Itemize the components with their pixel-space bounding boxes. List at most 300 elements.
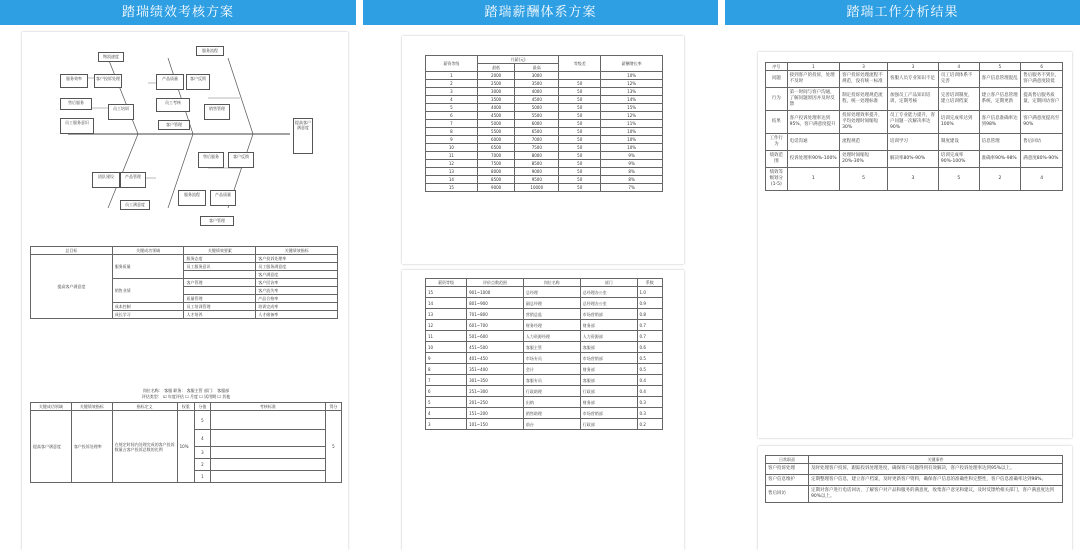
table-header: 关键绩效要素 xyxy=(184,247,256,255)
table-cell: 客户信息管理混乱 xyxy=(979,71,1021,88)
fishbone-box: 客户反馈 xyxy=(228,152,254,168)
table-cell: 客服人员专业知识不足 xyxy=(888,71,939,88)
fishbone-box: 客户管理 xyxy=(200,216,234,226)
score-cell: 4 xyxy=(194,430,210,447)
standard-cell xyxy=(210,430,325,447)
table-cell xyxy=(559,72,601,80)
table-cell: 50 xyxy=(559,88,601,96)
table-cell: 12% xyxy=(601,112,663,120)
factor-cell: 质量管理 xyxy=(184,295,256,303)
table-cell: 5 xyxy=(426,104,478,112)
indicator-cell: 培训完成率 xyxy=(256,303,338,311)
table-cell: 客服部 xyxy=(580,342,637,353)
factor-cell xyxy=(184,271,256,279)
fishbone-box: 产品质量 xyxy=(156,74,184,90)
table-row xyxy=(426,386,663,397)
table-cell: 12 xyxy=(426,160,478,168)
table-cell: 财务部 xyxy=(580,397,637,408)
table-cell: 12% xyxy=(601,80,663,88)
area-cell: 销售业绩 xyxy=(112,279,184,303)
kpi-table xyxy=(30,246,338,319)
table-header-row xyxy=(426,56,663,64)
table-cell: 市场营销部 xyxy=(580,408,637,419)
table-cell: 4000 xyxy=(477,104,515,112)
table-cell: 客户投诉处理 xyxy=(766,464,809,475)
table-row xyxy=(426,88,663,96)
table-cell: 10000 xyxy=(515,184,559,192)
duty-body xyxy=(766,464,1063,503)
fishbone-head: 提高客户满意度 xyxy=(293,118,313,154)
score-cell: 5 xyxy=(194,411,210,430)
table-cell: 50 xyxy=(559,104,601,112)
table-cell: 6500 xyxy=(515,128,559,136)
fishbone-box: 产品质量 xyxy=(210,190,236,206)
table-cell: 3500 xyxy=(515,80,559,88)
score-cell: 3 xyxy=(194,447,210,459)
factor-cell: 人才培养 xyxy=(184,311,256,319)
area-cell: 提高客户满意度 xyxy=(31,411,72,483)
table-cell: 3 xyxy=(426,419,467,430)
table-cell: 9500 xyxy=(515,176,559,184)
table-cell: 4000 xyxy=(515,88,559,96)
table-cell: 15 xyxy=(426,184,478,192)
panel-gap xyxy=(356,0,363,550)
fishbone-box: 服务流程 xyxy=(178,190,206,206)
table-row xyxy=(766,134,1063,151)
table-header: 薪资等级 xyxy=(426,56,478,72)
table-cell: 0.3 xyxy=(637,408,662,419)
table-cell: 行政助理 xyxy=(523,386,580,397)
table-cell: 4 xyxy=(1021,168,1063,191)
table-cell: 12 xyxy=(426,320,467,331)
appraisal-table xyxy=(30,402,342,483)
table-cell: 11 xyxy=(426,331,467,342)
table-cell: 0.8 xyxy=(637,309,662,320)
table-cell: 5 xyxy=(938,168,979,191)
table-row xyxy=(426,375,663,386)
table-header: 系数 xyxy=(637,279,662,287)
table-cell: 8500 xyxy=(515,160,559,168)
weight-cell: 10% xyxy=(177,411,194,483)
table-cell: 9 xyxy=(426,353,467,364)
table-cell: 0.7 xyxy=(637,320,662,331)
appraisal-meta-line: 岗位名称： 客服 职务： 客服主管 部门： 客服部 xyxy=(142,388,230,393)
table-cell: 5000 xyxy=(477,120,515,128)
table-cell: 3 xyxy=(426,88,478,96)
table-cell: 前台 xyxy=(523,419,580,430)
table-cell: 601~700 xyxy=(467,320,524,331)
table-cell: 8500 xyxy=(477,176,515,184)
result-cell: 5 xyxy=(325,411,341,483)
table-header: 评价点数范围 xyxy=(467,279,524,287)
fishbone-box: 客户投诉处理 xyxy=(94,74,122,88)
table-cell: 401~450 xyxy=(467,353,524,364)
table-cell: 50 xyxy=(559,80,601,88)
table-cell: 总经理办公室 xyxy=(580,298,637,309)
table-cell: 801~900 xyxy=(467,298,524,309)
table-header: 总目标 xyxy=(31,247,113,255)
table-cell: 0.9 xyxy=(637,298,662,309)
table-cell: 0.4 xyxy=(637,386,662,397)
table-cell: 0.7 xyxy=(637,331,662,342)
table-cell: 3000 xyxy=(477,88,515,96)
table-row xyxy=(426,96,663,104)
table-cell: 5000 xyxy=(515,104,559,112)
table-header: 权重 xyxy=(177,403,194,411)
table-cell: 9000 xyxy=(515,168,559,176)
table-header-row xyxy=(426,279,663,287)
table-cell: 301~350 xyxy=(467,375,524,386)
table-row xyxy=(766,151,1063,168)
position-table xyxy=(425,278,663,430)
table-cell: 6 xyxy=(426,112,478,120)
table-cell: 2 xyxy=(979,168,1021,191)
table-cell: 13 xyxy=(426,168,478,176)
table-cell: 50 xyxy=(559,184,601,192)
standard-cell xyxy=(210,459,325,471)
standard-cell xyxy=(210,411,325,430)
table-cell: 3000 xyxy=(515,72,559,80)
kpi-cell: 客户投诉处理率 xyxy=(71,411,112,483)
table-row xyxy=(426,309,663,320)
table-cell: 13 xyxy=(426,309,467,320)
table-row xyxy=(766,464,1063,475)
table-cell: 7500 xyxy=(477,160,515,168)
area-cell: 成长学习 xyxy=(112,311,184,319)
table-header-row xyxy=(766,456,1063,464)
indicator-cell: 人才储备率 xyxy=(256,311,338,319)
table-cell: 351~400 xyxy=(467,364,524,375)
fishbone-box: 售后服务 xyxy=(198,152,224,168)
table-header: 关键事件 xyxy=(809,456,1063,464)
table-cell: 准确率90%-98% xyxy=(979,151,1021,168)
table-cell: 901~1000 xyxy=(467,287,524,298)
table-header: 3 xyxy=(888,63,939,71)
fishbone-box: 销售管理 xyxy=(204,104,230,120)
table-cell: 4 xyxy=(426,408,467,419)
table-header-row xyxy=(766,63,1063,71)
table-cell: 9% xyxy=(601,152,663,160)
table-cell: 50 xyxy=(559,112,601,120)
fishbone-box: 员工培训 xyxy=(108,104,134,120)
factor-cell: 员工培训管理 xyxy=(184,303,256,311)
table-cell: 客户投诉处理流程不规范，没有统一标准 xyxy=(840,71,888,88)
table-cell: 9000 xyxy=(477,184,515,192)
salary-table xyxy=(425,55,663,192)
table-cell: 50 xyxy=(559,120,601,128)
table-cell: 提高售后服务质量，定期回访客户 xyxy=(1021,88,1063,111)
table-cell: 建立客户信息管理系统，定期更新 xyxy=(979,88,1021,111)
goal-cell: 提高客户满意度 xyxy=(31,255,113,319)
factor-cell: 客户管理 xyxy=(184,279,256,287)
table-header: 薪酬增长率 xyxy=(601,56,663,72)
panel-title: 踏瑞工作分析结果 xyxy=(725,0,1080,25)
standard-cell xyxy=(210,447,325,459)
table-cell: 251~300 xyxy=(467,386,524,397)
table-cell: 7 xyxy=(426,375,467,386)
table-cell: 2000 xyxy=(477,72,515,80)
table-row xyxy=(426,120,663,128)
table-row xyxy=(766,71,1063,88)
table-cell: 4500 xyxy=(515,96,559,104)
table-cell: 培训完成率达到100% xyxy=(938,111,979,134)
table-cell: 1 xyxy=(426,72,478,80)
table-row xyxy=(426,419,663,430)
table-cell: 总经理办公室 xyxy=(580,287,637,298)
table-row xyxy=(426,104,663,112)
table-row xyxy=(426,144,663,152)
table-cell: 0.6 xyxy=(637,342,662,353)
table-cell: 会计 xyxy=(523,364,580,375)
row-label: 结果 xyxy=(766,111,788,134)
table-row xyxy=(31,255,338,263)
table-cell: 行政部 xyxy=(580,419,637,430)
indicator-cell: 客户流失率 xyxy=(256,287,338,295)
table-cell: 客户信息维护 xyxy=(766,475,809,486)
table-row xyxy=(426,331,663,342)
table-cell: 50 xyxy=(559,96,601,104)
table-cell: 流程规范 xyxy=(840,134,888,151)
table-cell: 市场专员 xyxy=(523,353,580,364)
table-row xyxy=(766,88,1063,111)
table-row xyxy=(426,168,663,176)
table-cell: 电话沟通 xyxy=(787,134,839,151)
table-cell: 50 xyxy=(559,160,601,168)
table-cell: 2 xyxy=(426,80,478,88)
fishbone-box: 售后服务 xyxy=(60,98,92,110)
table-row xyxy=(426,160,663,168)
factor-cell xyxy=(184,287,256,295)
definition-cell: 在规定时间内处理完成的客户投诉数量占客户投诉总数的比例 xyxy=(112,411,177,483)
table-cell: 售后回访 xyxy=(766,486,809,503)
table-cell: 加强员工产品知识培训，定期考核 xyxy=(888,88,939,111)
position-body xyxy=(426,287,663,430)
table-cell: 财务部 xyxy=(580,320,637,331)
table-cell: 客服主管 xyxy=(523,342,580,353)
table-cell: 7 xyxy=(426,120,478,128)
table-cell: 0.2 xyxy=(637,419,662,430)
table-cell: 10% xyxy=(601,136,663,144)
table-cell: 销售助理 xyxy=(523,408,580,419)
table-header: 关键成功领域 xyxy=(112,247,184,255)
table-cell: 10 xyxy=(426,342,467,353)
table-cell: 客户投诉处理率达到95%，客户满意度提升 xyxy=(787,111,839,134)
table-cell: 11% xyxy=(601,120,663,128)
table-header: 6 xyxy=(1021,63,1063,71)
table-header: 考核标准 xyxy=(210,403,325,411)
factor-cell: 员工服务意识 xyxy=(184,263,256,271)
table-cell: 投诉处理效率提升，平均处理时间缩短30% xyxy=(840,111,888,134)
table-row xyxy=(426,364,663,375)
table-row xyxy=(426,298,663,309)
table-cell: 8 xyxy=(426,364,467,375)
table-cell: 员工培训体系不完善 xyxy=(938,71,979,88)
table-row xyxy=(426,136,663,144)
fishbone-box: 员工服务意识 xyxy=(60,118,94,134)
table-cell: 售后服务不到位，客户满意度较低 xyxy=(1021,71,1063,88)
table-cell: 15% xyxy=(601,104,663,112)
table-cell: 14 xyxy=(426,298,467,309)
table-cell: 总经理 xyxy=(523,287,580,298)
indicator-cell: 产品合格率 xyxy=(256,295,338,303)
table-header: 最高 xyxy=(515,64,559,72)
table-header: 序号 xyxy=(766,63,788,71)
standard-cell xyxy=(210,471,325,483)
table-cell: 5 xyxy=(840,168,888,191)
table-cell: 市场营销部 xyxy=(580,309,637,320)
row-label: 绩效等级划分(1-5) xyxy=(766,168,788,191)
area-cell: 成本控制 xyxy=(112,303,184,311)
table-cell: 3500 xyxy=(477,96,515,104)
table-header: 指标定义 xyxy=(112,403,177,411)
indicator-cell: 客户满意度 xyxy=(256,271,338,279)
table-cell: 人力资源经理 xyxy=(523,331,580,342)
table-cell: 6000 xyxy=(515,120,559,128)
table-cell: 完善培训制度，建立培训档案 xyxy=(938,88,979,111)
table-cell: 15 xyxy=(426,287,467,298)
table-row xyxy=(766,475,1063,486)
table-cell: 50 xyxy=(559,152,601,160)
table-cell: 定期整理客户信息，建立客户档案，及时更新客户资料，确保客户信息的准确性和完整性，客户信息准确率达到98%。 xyxy=(809,475,1063,486)
table-cell: 客户信息准确率达到98% xyxy=(979,111,1021,134)
table-cell: 财务经理 xyxy=(523,320,580,331)
table-cell: 营销总监 xyxy=(523,309,580,320)
table-cell: 701~800 xyxy=(467,309,524,320)
table-cell: 培训学习 xyxy=(888,134,939,151)
table-cell: 5 xyxy=(426,397,467,408)
table-cell: 0.4 xyxy=(637,375,662,386)
appraisal-meta-line: 评估类型： ☑ 年度评估 ☐ 月度 ☐ 试用期 ☐ 其他 xyxy=(141,394,231,399)
table-cell: 投诉处理率90%-100% xyxy=(787,151,839,168)
area-cell: 服务质量 xyxy=(112,255,184,279)
table-cell: 14 xyxy=(426,176,478,184)
table-cell: 人力资源部 xyxy=(580,331,637,342)
table-cell: 接到客户的投诉，处理不及时 xyxy=(787,71,839,88)
table-row xyxy=(766,486,1063,503)
panel-title: 踏瑞绩效考核方案 xyxy=(0,0,356,25)
table-cell: 6 xyxy=(426,386,467,397)
table-row xyxy=(426,176,663,184)
table-cell: 5500 xyxy=(515,112,559,120)
table-header: 5 xyxy=(979,63,1021,71)
fishbone-box: 产品管理 xyxy=(120,172,146,188)
table-header: 1 xyxy=(787,63,839,71)
fishbone-box: 服务效率 xyxy=(60,74,88,88)
table-cell: 10% xyxy=(601,128,663,136)
table-cell: 出纳 xyxy=(523,397,580,408)
table-header: 关键绩效指标 xyxy=(71,403,112,411)
table-header: 得分 xyxy=(325,403,341,411)
table-cell: 4500 xyxy=(477,112,515,120)
table-cell: 1.0 xyxy=(637,287,662,298)
table-cell: 3 xyxy=(888,168,939,191)
table-cell: 市场营销部 xyxy=(580,353,637,364)
table-row xyxy=(766,111,1063,134)
table-cell: 101~150 xyxy=(467,419,524,430)
table-cell: 50 xyxy=(559,176,601,184)
table-row xyxy=(426,320,663,331)
indicator-cell: 员工服务满意度 xyxy=(256,263,338,271)
table-row xyxy=(426,184,663,192)
table-cell: 201~250 xyxy=(467,397,524,408)
factor-cell: 服务态度 xyxy=(184,255,256,263)
table-header-row xyxy=(31,403,342,411)
table-cell: 售后回访 xyxy=(1021,134,1063,151)
analysis-table xyxy=(765,62,1063,191)
table-cell: 0.5 xyxy=(637,364,662,375)
table-row xyxy=(31,411,342,430)
table-header: 薪资等级 xyxy=(426,279,467,287)
table-cell: 信息管理 xyxy=(979,134,1021,151)
table-row xyxy=(426,80,663,88)
table-cell: 培训完成率90%-100% xyxy=(938,151,979,168)
score-cell: 2 xyxy=(194,459,210,471)
table-cell: 制定投诉处理规范流程，统一处理标准 xyxy=(840,88,888,111)
table-cell: 7000 xyxy=(515,136,559,144)
table-cell: 员工专业能力提升，客户问题一次解决率达90% xyxy=(888,111,939,134)
table-row xyxy=(426,128,663,136)
table-cell: 行政部 xyxy=(580,386,637,397)
table-row xyxy=(766,168,1063,191)
table-cell: 5500 xyxy=(477,128,515,136)
fishbone-box: 物流速度 xyxy=(98,52,124,62)
fishbone-box: 团队建设 xyxy=(92,172,120,188)
table-cell: 财务部 xyxy=(580,364,637,375)
table-row xyxy=(426,112,663,120)
table-header: 月薪(元) xyxy=(477,56,558,64)
table-cell: 151~200 xyxy=(467,408,524,419)
appraisal-meta xyxy=(30,388,342,400)
table-header: 部门 xyxy=(580,279,637,287)
table-cell: 解决率80%-90% xyxy=(888,151,939,168)
table-row xyxy=(426,72,663,80)
table-cell: 8000 xyxy=(515,152,559,160)
table-cell: 2500 xyxy=(477,80,515,88)
row-label: 行为 xyxy=(766,88,788,111)
table-cell: 11 xyxy=(426,152,478,160)
table-header: 日常职责 xyxy=(766,456,809,464)
table-cell: 定期对客户进行电话回访，了解客户对产品和服务的满意度，收集客户意见和建议，及时反馈给相关部门，客户满意度达到90%以上。 xyxy=(809,486,1063,503)
table-cell: 客户满意度提高至90% xyxy=(1021,111,1063,134)
table-row xyxy=(426,397,663,408)
table-header-row xyxy=(31,247,338,255)
table-cell: 8% xyxy=(601,168,663,176)
fishbone-box: 客户管理 xyxy=(158,120,190,130)
table-cell: 7500 xyxy=(515,144,559,152)
panel-title: 踏瑞薪酬体系方案 xyxy=(363,0,718,25)
table-cell: 10% xyxy=(601,144,663,152)
table-cell: 副总经理 xyxy=(523,298,580,309)
table-cell: 8% xyxy=(601,176,663,184)
duty-table xyxy=(765,455,1063,503)
table-header: 分值 xyxy=(194,403,210,411)
table-row xyxy=(426,408,663,419)
fishbone-box: 员工满意度 xyxy=(120,200,150,210)
table-header: 最低 xyxy=(477,64,515,72)
table-cell: 第一时间与客户沟通，了解问题原因并及时反馈 xyxy=(787,88,839,111)
table-row xyxy=(426,287,663,298)
row-label: 问题 xyxy=(766,71,788,88)
table-cell: 满意度80%-90% xyxy=(1021,151,1063,168)
table-cell: 1 xyxy=(787,168,839,191)
table-cell: 6000 xyxy=(477,136,515,144)
table-cell: 处理时间缩短20%-30% xyxy=(840,151,888,168)
table-cell: 50 xyxy=(559,128,601,136)
table-header: 4 xyxy=(938,63,979,71)
fishbone-box: 客户反馈 xyxy=(186,74,210,90)
fishbone-box: 员工考核 xyxy=(156,98,190,112)
table-cell: 14% xyxy=(601,96,663,104)
